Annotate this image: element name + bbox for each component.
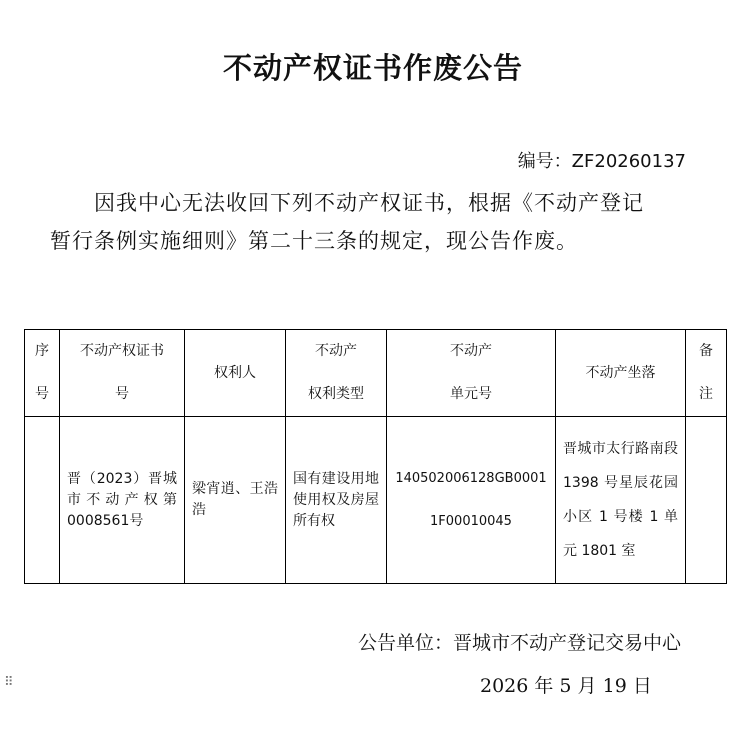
cell-location: 晋城市太行路南段 1398 号星辰花园小区 1 号楼 1 单元 1801 室 (556, 417, 686, 584)
header-location: 不动产坐落 (556, 330, 686, 417)
announcement-body-line-1: 因我中心无法收回下列不动产权证书，根据《不动产登记 (94, 191, 644, 215)
announcement-date: 2026 年 5 月 19 日 (480, 675, 652, 697)
voided-certificate-table (24, 329, 727, 584)
table-row (25, 417, 727, 584)
cell-right-holder: 梁宵逍、王浩浩 (185, 417, 286, 584)
header-unit-number: 不动产 单元号 (387, 330, 556, 417)
header-certificate-number: 不动产权证书 号 (60, 330, 185, 417)
header-seq: 序 号 (25, 330, 60, 417)
cell-unit-number: 140502006128GB00011F00010045 (387, 417, 556, 584)
cell-certificate-number: 晋（2023）晋城市不动产权第0008561号 (60, 417, 185, 584)
announcement-body-line-2: 暂行条例实施细则》第二十三条的规定，现公告作废。 (50, 229, 578, 253)
cell-right-type: 国有建设用地使用权及房屋所有权 (286, 417, 387, 584)
header-right-holder: 权利人 (185, 330, 286, 417)
header-right-type: 不动产 权利类型 (286, 330, 387, 417)
announcement-body (50, 184, 690, 260)
cell-seq (25, 417, 60, 584)
document-number: 编号：ZF20260137 (517, 151, 686, 172)
table-header-row (25, 330, 727, 417)
issuing-organization: 公告单位：晋城市不动产登记交易中心 (358, 632, 682, 654)
header-remark: 备 注 (686, 330, 727, 417)
drag-handle-icon[interactable]: ⠿ (4, 675, 12, 690)
cell-remark (686, 417, 727, 584)
document-title: 不动产权证书作废公告 (222, 51, 523, 85)
